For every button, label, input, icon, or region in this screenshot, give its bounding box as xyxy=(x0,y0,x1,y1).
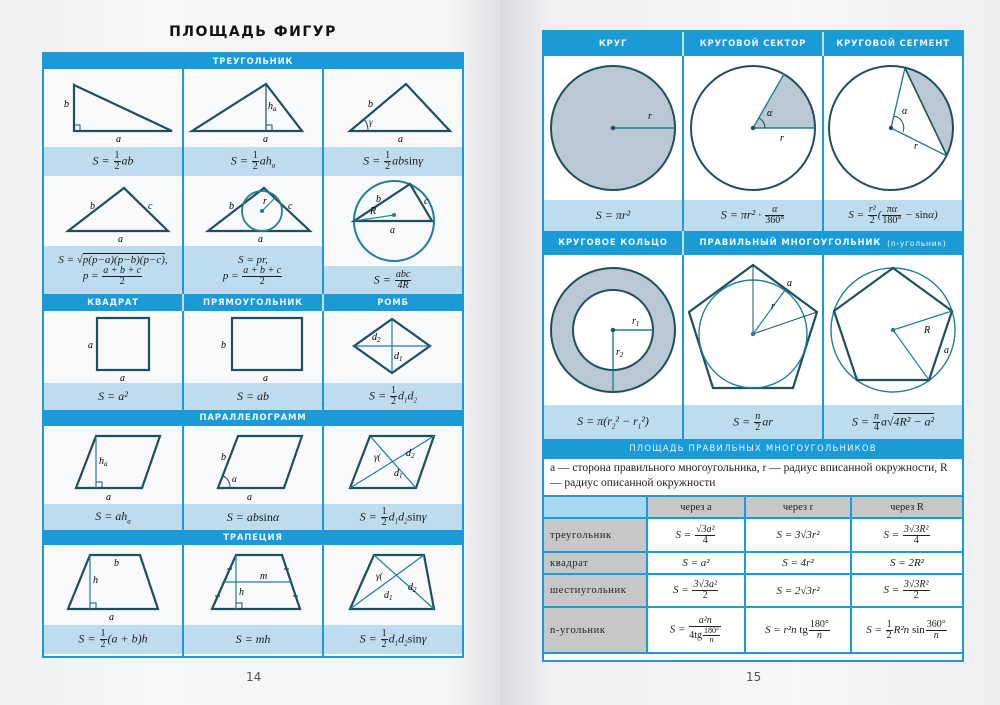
triangle-angle-figure xyxy=(324,69,462,147)
cell-via-a: S = a² xyxy=(647,552,745,574)
svg-text:d2: $d_2$ xyxy=(406,448,415,460)
svg-text:r: r xyxy=(914,141,918,152)
trapezoid-midline-figure xyxy=(184,545,322,623)
svg-text:b: b xyxy=(376,194,381,205)
polygon-legend-text: a — сторона правильного многоугольника, r — радиус вписанной окружности, R — радиус описанной окружности xyxy=(544,459,962,495)
parallelogram-angle-figure xyxy=(184,426,322,504)
cell-triangle-circumscribed xyxy=(324,176,462,294)
area-formulas-table xyxy=(42,52,464,658)
section-header-regular-polygons: ПЛОЩАДЬ ПРАВИЛЬНЫХ МНОГОУГОЛЬНИКОВ xyxy=(544,439,962,459)
formula: S = pr, p = $\frac{a + b + c}{2}$ xyxy=(184,246,322,294)
rectangle-figure xyxy=(184,311,322,383)
svg-text:a: a xyxy=(109,612,114,623)
cell-parallelogram-angle xyxy=(184,426,322,530)
svg-text:b: b xyxy=(229,201,234,212)
square-figure xyxy=(44,311,182,383)
pentagon-circumscribed-circle-figure xyxy=(824,255,962,405)
cell-via-R: S = $\frac{1}{2}$ R²n sin $\frac{360^\circ}{n}$ xyxy=(851,607,963,653)
cell-rhombus xyxy=(324,311,462,410)
svg-text:R: R xyxy=(370,206,377,217)
cell-via-R: S = $\frac{\text{3√3R²}}{2}$ xyxy=(851,574,963,607)
formula: S = $\frac{\text{abc}}{4R}$ xyxy=(324,266,462,294)
svg-text:b: b xyxy=(221,340,226,351)
cell-triangle-height xyxy=(184,69,322,176)
regular-polygons-table xyxy=(542,495,964,654)
cell-trapezoid-diagonals xyxy=(324,545,462,656)
cell-triangle-heron xyxy=(44,176,182,294)
svg-text:b: b xyxy=(64,99,69,110)
column-header: через R xyxy=(851,496,963,518)
section-header-parallelogram: ПАРАЛЛЕЛОГРАММ xyxy=(44,410,462,426)
svg-text:c: c xyxy=(424,196,429,207)
cell-circle xyxy=(544,56,682,231)
cell-parallelogram-height xyxy=(44,426,182,530)
svg-text:c: c xyxy=(288,201,293,212)
formula: S = $\frac{1}{2}$ (a + b)h xyxy=(44,625,182,654)
row-label: треугольник xyxy=(543,518,647,552)
table-header-row xyxy=(543,496,963,518)
svg-text:a: a xyxy=(116,134,121,145)
section-header-square: КВАДРАТ xyxy=(44,294,182,311)
row-label: квадрат xyxy=(543,552,647,574)
formula: S = $\frac{1}{2}$ $d_1d_2\sin\gamma$ xyxy=(324,625,462,654)
formula: S = πr² xyxy=(544,200,682,231)
svg-text:a: a xyxy=(944,345,949,356)
formula: S = $\frac{\text{r²}}{2}$ ( $\frac{\pi\alpha}{180^\circ}$ − sinα) xyxy=(824,200,962,231)
section-header-rhombus: РОМБ xyxy=(324,294,462,311)
right-page xyxy=(500,0,1000,705)
formula: S = absinα xyxy=(184,504,322,530)
cell-annulus xyxy=(544,255,682,439)
parallelogram-height-figure xyxy=(44,426,182,504)
triangle-sides-figure xyxy=(44,176,182,246)
svg-text:ha: $h_a$ xyxy=(268,101,277,113)
cell-trapezoid-midline xyxy=(184,545,322,656)
formula: S = $\frac{n}{4}$ a√4R² − a² xyxy=(824,405,962,439)
formula: $S = ah_a$ xyxy=(44,504,182,530)
triangle-inscribed-circle-figure xyxy=(184,176,322,246)
svg-text:a: a xyxy=(258,234,263,245)
cell-pentagon-inscribed xyxy=(684,255,822,439)
svg-text:d1: $d_1$ xyxy=(394,351,403,363)
svg-text:a: a xyxy=(88,340,93,351)
formula: S = $\frac{n}{2}$ ar xyxy=(684,405,822,439)
svg-text:h: h xyxy=(239,587,244,598)
formula: $S = \pi(r_2^2 - r_1^2)$ xyxy=(544,405,682,439)
cell-circular-segment xyxy=(824,56,962,231)
svg-text:r: r xyxy=(780,133,784,144)
page-number: 15 xyxy=(746,670,762,684)
formula: S = √p(p−a)(p−b)(p−c), p = $\frac{a + b + c}{2}$ xyxy=(44,246,182,294)
header-circle: КРУГ xyxy=(544,32,682,56)
formula: S = a² xyxy=(44,383,182,410)
cell-via-r: S = 4r² xyxy=(745,552,851,574)
trapezoid-diagonals-figure xyxy=(324,545,462,623)
column-header: через a xyxy=(647,496,745,518)
svg-text:d1: $d_1$ xyxy=(384,590,393,602)
circular-sector-figure xyxy=(684,56,822,200)
parallelogram-diagonals-figure xyxy=(324,426,462,504)
svg-text:a: a xyxy=(263,134,268,145)
table-row xyxy=(543,552,963,574)
section-header-triangle: ТРЕУГОЛЬНИК xyxy=(44,54,462,69)
trapezoid-height-figure xyxy=(44,545,182,623)
svg-text:a: a xyxy=(120,373,125,383)
svg-text:b: b xyxy=(368,99,373,110)
svg-text:α: α xyxy=(232,474,237,484)
table-row xyxy=(543,518,963,552)
cell-right-triangle xyxy=(44,69,182,176)
svg-text:γ(: γ( xyxy=(374,452,381,462)
cell-via-R: S = 2R² xyxy=(851,552,963,574)
annulus-figure xyxy=(544,255,682,405)
svg-text:m: m xyxy=(260,571,268,582)
triangle-height-figure xyxy=(184,69,322,147)
svg-text:r2: $r_2$ xyxy=(616,347,624,359)
svg-text:ha: $h_a$ xyxy=(99,456,108,468)
header-regular-polygon: ПРАВИЛЬНЫЙ МНОГОУГОЛЬНИК (n-угольник) xyxy=(684,231,962,255)
svg-text:r: r xyxy=(648,111,652,122)
row-label: n-угольник xyxy=(543,607,647,653)
svg-text:a: a xyxy=(247,492,252,503)
cell-parallelogram-diagonals xyxy=(324,426,462,530)
svg-text:h: h xyxy=(93,575,98,586)
svg-text:c: c xyxy=(148,201,153,212)
page-number: 14 xyxy=(246,670,262,684)
cell-triangle-inscribed xyxy=(184,176,322,294)
circle-figure xyxy=(544,56,682,200)
svg-text:b: b xyxy=(114,558,119,569)
circular-segment-figure xyxy=(824,56,962,200)
formula: S = $\frac{1}{2}$ ab xyxy=(44,147,182,176)
cell-pentagon-circumscribed xyxy=(824,255,962,439)
formula: S = $\frac{1}{2}$ $ah_a$ xyxy=(184,147,322,176)
svg-text:α: α xyxy=(767,108,773,119)
column-header: через r xyxy=(745,496,851,518)
pentagon-inscribed-circle-figure xyxy=(684,255,822,405)
cell-trapezoid-height xyxy=(44,545,182,656)
svg-text:d1: $d_1$ xyxy=(394,468,403,480)
table-row xyxy=(543,574,963,607)
svg-text:a: a xyxy=(106,492,111,503)
svg-text:r: r xyxy=(771,301,775,312)
cell-triangle-angle xyxy=(324,69,462,176)
svg-text:d2: $d_2$ xyxy=(372,332,381,344)
svg-text:α: α xyxy=(902,106,908,117)
formula: S = $\frac{1}{2}$ absinγ xyxy=(324,147,462,176)
cell-via-r: S = 3√3r² xyxy=(745,518,851,552)
header-annulus: КРУГОВОЕ КОЛЬЦО xyxy=(544,231,682,255)
section-header-rectangle: ПРЯМОУГОЛЬНИК xyxy=(184,294,322,311)
triangle-circumscribed-circle-figure xyxy=(324,176,462,266)
formula: S = πr² · $\frac{\alpha}{360^\circ}$ xyxy=(684,200,822,231)
svg-text:d2: $d_2$ xyxy=(408,582,417,594)
svg-text:a: a xyxy=(398,134,403,145)
cell-via-r: S = r²n tg $\frac{180^\circ}{n}$ xyxy=(745,607,851,653)
svg-text:r1: $r_1$ xyxy=(632,316,640,328)
header-circular-segment: КРУГОВОЙ СЕГМЕНТ xyxy=(824,32,962,56)
right-triangle-figure xyxy=(44,69,182,147)
svg-text:a: a xyxy=(787,278,792,289)
cell-via-R: S = $\frac{\text{3√3R²}}{4}$ xyxy=(851,518,963,552)
svg-text:a: a xyxy=(390,225,395,236)
svg-text:a: a xyxy=(118,234,123,245)
corner-cell xyxy=(543,496,647,518)
cell-via-r: S = 2√3r² xyxy=(745,574,851,607)
cell-rectangle xyxy=(184,311,322,410)
svg-text:γ(: γ( xyxy=(376,571,383,581)
circles-polygons-table xyxy=(542,30,964,662)
header-circular-sector: КРУГОВОЙ СЕКТОР xyxy=(684,32,822,56)
svg-text:R: R xyxy=(924,325,931,336)
formula: S = mh xyxy=(184,625,322,654)
svg-text:r: r xyxy=(263,196,267,207)
page-title: ПЛОЩАДЬ ФИГУР xyxy=(169,24,337,40)
svg-text:a: a xyxy=(263,373,268,383)
formula: S = $\frac{1}{2}$ $d_1d_2$ xyxy=(324,383,462,410)
cell-circular-sector xyxy=(684,56,822,231)
svg-text:γ: γ xyxy=(369,117,373,127)
section-header-trapezoid: ТРАПЕЦИЯ xyxy=(44,530,462,545)
svg-text:b: b xyxy=(90,201,95,212)
cell-via-a: S = $\frac{\text{3√3a²}}{2}$ xyxy=(647,574,745,607)
cell-via-a: S = $\frac{\text{√3a²}}{4}$ xyxy=(647,518,745,552)
rhombus-figure xyxy=(324,311,462,383)
svg-text:b: b xyxy=(221,452,226,463)
cell-via-a: S = a²n 4tg $\frac{180^\circ}{n}$ xyxy=(647,607,745,653)
cell-square xyxy=(44,311,182,410)
formula: S = ab xyxy=(184,383,322,410)
table-row xyxy=(543,607,963,653)
formula: S = $\frac{1}{2}$ $d_1d_2\sin\gamma$ xyxy=(324,504,462,530)
row-label: шестиугольник xyxy=(543,574,647,607)
